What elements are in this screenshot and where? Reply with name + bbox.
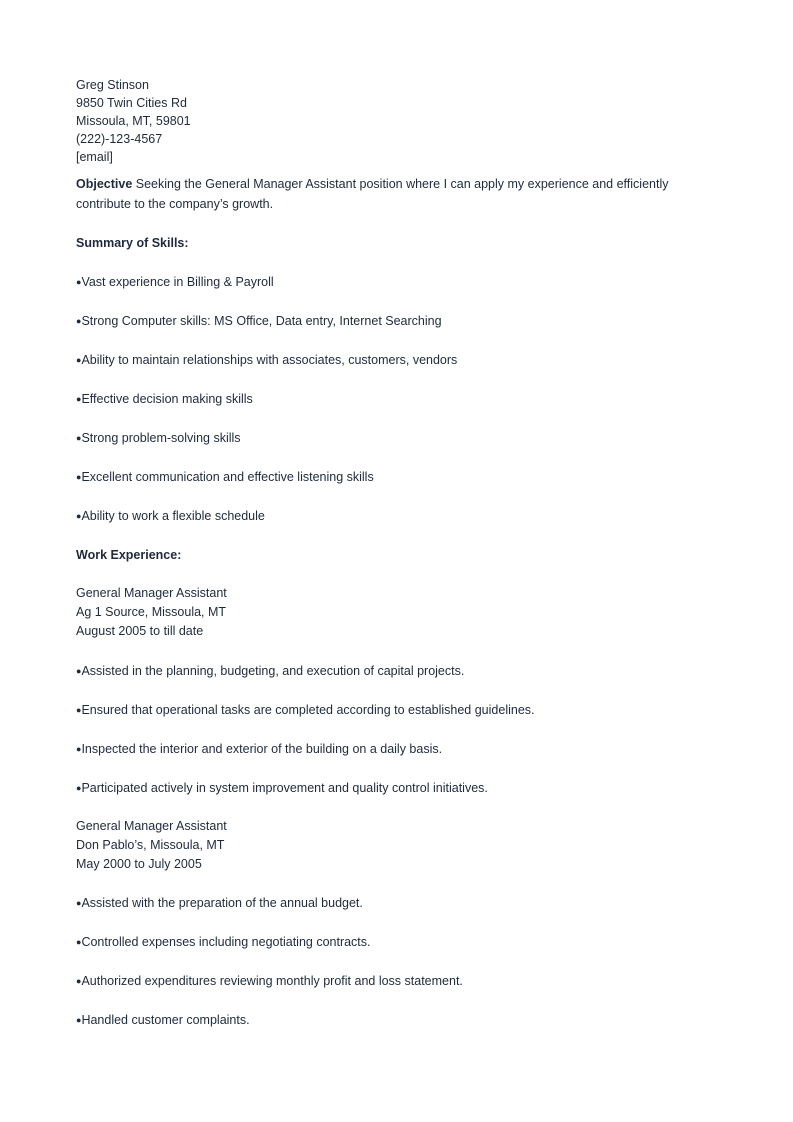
contact-name: Greg Stinson — [76, 78, 149, 92]
bullet-icon: ● — [76, 472, 82, 482]
skill-item — [76, 272, 726, 292]
duty-text: Authorized expenditures reviewing monthly profit and loss statement. — [81, 974, 463, 989]
job-title: General Manager Assistant — [76, 586, 227, 600]
job-company: Don Pablo’s, Missoula, MT — [76, 837, 225, 852]
duty-text: Assisted with the preparation of the annual budget. — [81, 896, 363, 911]
job-header — [76, 584, 726, 642]
objective-paragraph — [76, 175, 726, 214]
bullet-icon: ● — [76, 355, 82, 365]
skill-text: Effective decision making skills — [81, 392, 253, 406]
bullet-icon: ● — [76, 937, 82, 948]
duty-text: Handled customer complaints. — [81, 1013, 250, 1028]
bullet-icon: ● — [76, 316, 82, 326]
bullet-icon: ● — [76, 704, 82, 715]
skill-text: Ability to work a flexible schedule — [81, 509, 265, 523]
skills-heading: Summary of Skills: — [76, 236, 189, 250]
job-dates: May 2000 to July 2005 — [76, 857, 202, 872]
job-dates: August 2005 to till date — [76, 624, 204, 639]
skill-item — [76, 506, 726, 526]
contact-address-line2: Missoula, MT, 59801 — [76, 114, 191, 128]
bullet-icon: ● — [76, 433, 82, 443]
job-entry — [76, 584, 726, 798]
job-header — [76, 817, 726, 875]
skill-item — [76, 428, 726, 448]
skill-text: Excellent communication and effective listening skills — [81, 470, 374, 484]
duty-text: Inspected the interior and exterior of the building on a daily basis. — [81, 741, 443, 756]
duty-item — [76, 778, 726, 798]
skills-list — [76, 272, 726, 526]
duty-item — [76, 932, 726, 952]
contact-phone: (222)-123-4567 — [76, 132, 163, 146]
skill-text: Ability to maintain relationships with associates, customers, vendors — [81, 353, 458, 367]
skill-text: Strong problem-solving skills — [81, 431, 241, 445]
job-company: Ag 1 Source, Missoula, MT — [76, 605, 227, 620]
job-title: General Manager Assistant — [76, 818, 227, 833]
duty-item — [76, 661, 726, 681]
contact-address-line1: 9850 Twin Cities Rd — [76, 96, 187, 110]
objective-label: Objective — [76, 177, 133, 191]
duty-item — [76, 700, 726, 720]
bullet-icon: ● — [76, 898, 82, 909]
skill-item — [76, 350, 726, 370]
skill-item — [76, 389, 726, 409]
bullet-icon: ● — [76, 743, 82, 754]
experience-heading: Work Experience: — [76, 548, 182, 562]
bullet-icon: ● — [76, 976, 82, 987]
job-entry — [76, 817, 726, 1031]
duty-text: Ensured that operational tasks are completed according to established guidelines. — [81, 702, 535, 717]
bullet-icon: ● — [76, 511, 82, 521]
contact-email: [email] — [76, 150, 113, 164]
duty-text: Controlled expenses including negotiating contracts. — [81, 935, 371, 950]
bullet-icon: ● — [76, 277, 82, 287]
contact-block — [76, 76, 726, 166]
duty-item — [76, 893, 726, 913]
bullet-icon: ● — [76, 782, 82, 793]
skill-text: Vast experience in Billing & Payroll — [81, 275, 274, 289]
duty-item — [76, 1010, 726, 1030]
objective-text: Seeking the General Manager Assistant position where I can apply my experience and efficiently contribute to the company’s growth. — [76, 177, 669, 211]
bullet-icon: ● — [76, 394, 82, 404]
skill-text: Strong Computer skills: MS Office, Data entry, Internet Searching — [81, 314, 442, 328]
resume-page — [76, 76, 726, 1030]
duty-item — [76, 739, 726, 759]
duty-text: Participated actively in system improvement and quality control initiatives. — [81, 780, 488, 795]
bullet-icon: ● — [76, 665, 82, 676]
duty-item — [76, 971, 726, 991]
skill-item — [76, 311, 726, 331]
bullet-icon: ● — [76, 1015, 82, 1026]
skill-item — [76, 467, 726, 487]
duty-text: Assisted in the planning, budgeting, and execution of capital projects. — [81, 663, 465, 678]
